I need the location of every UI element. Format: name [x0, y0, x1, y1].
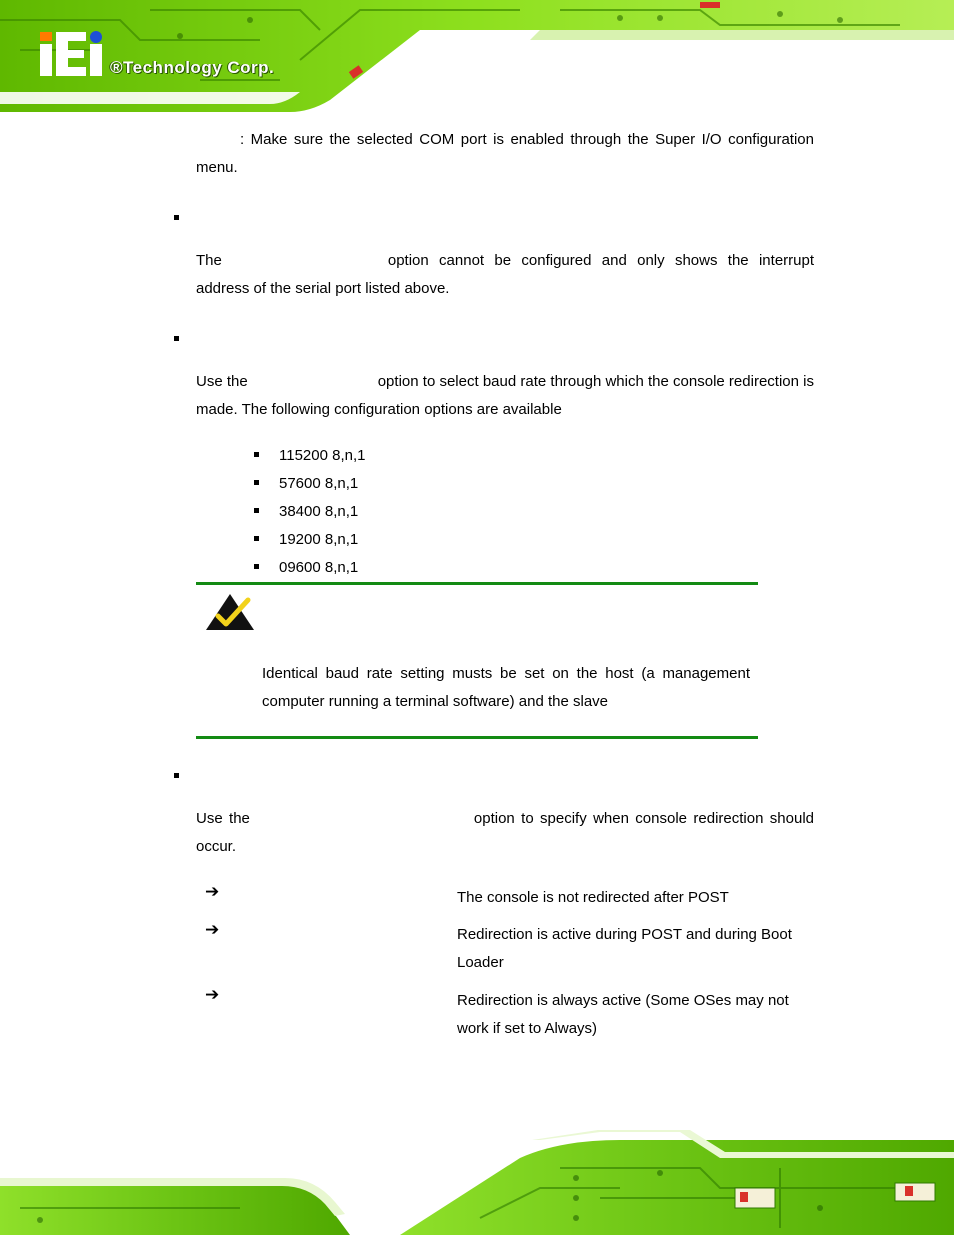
interrupt-description: The option cannot be configured and only shows the interrupt address of the serial port listed above. — [196, 252, 814, 297]
baud-option: 09600 8,n,1 — [254, 554, 358, 582]
page-footer-banner — [0, 1128, 954, 1235]
arrow-right-icon: ➔ — [205, 920, 220, 940]
company-name: ®Technology Corp. — [110, 58, 275, 77]
list-bullet — [254, 508, 259, 513]
baud-note-text: Identical baud rate setting musts be set on the host (a management computer running a terminal software) and the slave — [262, 665, 750, 710]
circuit-board-banner — [0, 0, 954, 112]
baud-description: Use the option to select baud rate through which the console redirection is made. The following configuration options are available — [196, 373, 814, 418]
list-bullet — [254, 480, 259, 485]
iei-logo-mark — [40, 31, 102, 76]
circuit-board-footer — [0, 1128, 954, 1235]
note-bottom-rule — [196, 736, 758, 739]
checkmark-note-icon — [204, 592, 256, 636]
baud-option: 57600 8,n,1 — [254, 470, 358, 498]
com-port-note: : Make sure the selected COM port is enabled through the Super I/O configuration menu. — [196, 131, 814, 176]
list-bullet — [254, 452, 259, 457]
list-bullet — [254, 564, 259, 569]
baud-option: 19200 8,n,1 — [254, 526, 358, 554]
page-header-banner — [0, 0, 954, 112]
post-option-description: Redirection is always active (Some OSes may not work if set to Always) — [457, 992, 789, 1037]
list-bullet — [254, 536, 259, 541]
post-description: Use the option to specify when console redirection should occur. — [196, 810, 814, 855]
arrow-right-icon: ➔ — [205, 985, 220, 1005]
baud-option: 38400 8,n,1 — [254, 498, 358, 526]
post-option-description: Redirection is active during POST and during Boot Loader — [457, 926, 792, 971]
note-top-rule — [196, 582, 758, 585]
section-bullet-interrupt — [174, 215, 179, 220]
section-bullet-post — [174, 773, 179, 778]
section-bullet-baud — [174, 336, 179, 341]
post-option-description: The console is not redirected after POST — [457, 889, 729, 906]
baud-option: 115200 8,n,1 — [254, 442, 365, 470]
arrow-right-icon: ➔ — [205, 882, 220, 902]
